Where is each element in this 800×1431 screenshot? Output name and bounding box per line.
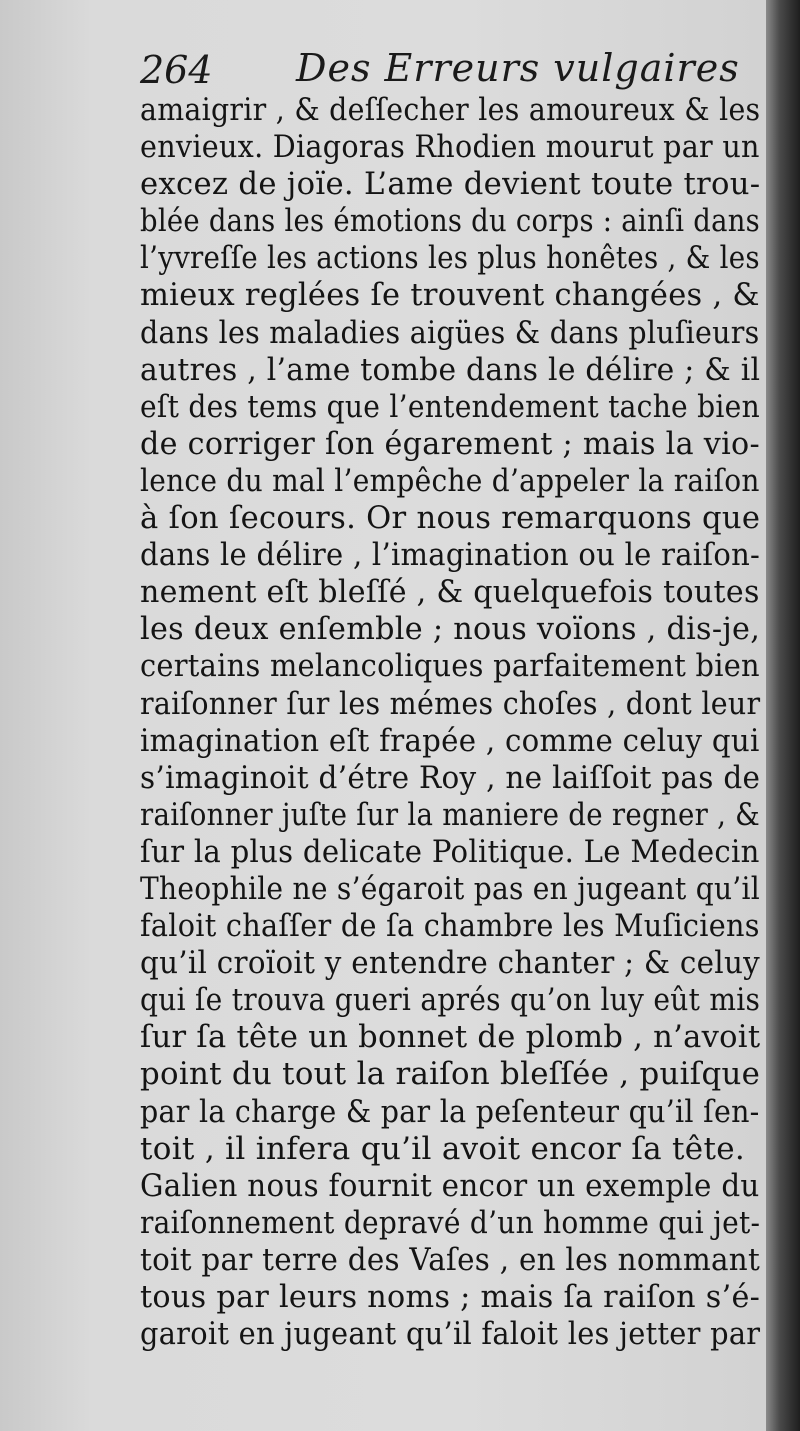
text-line: l’yvreſſe les actions les plus honêtes , & les (140, 240, 760, 277)
text-line: toit par terre des Vaſes , en les nommant (140, 1241, 761, 1278)
text-line: garoit en jugeant qu’il faloit les jetter par (140, 1316, 761, 1353)
book-spine-shadow (766, 0, 800, 1431)
text-line: qui ſe trouva gueri aprés qu’on luy eût mis (140, 982, 761, 1019)
text-line: s’imaginoit d’étre Roy , ne laiſſoit pas de (140, 759, 761, 796)
text-line: les deux enſemble ; nous voïons , dis-je, (140, 611, 761, 648)
text-line: ſur ſa tête un bonnet de plomb , n’avoit (140, 1019, 761, 1056)
text-line: toit , il infera qu’il avoit encor ſa tête. (140, 1130, 746, 1167)
text-line: ſur la plus delicate Politique. Le Medecin (140, 833, 760, 870)
text-line: dans le délire , l’imagination ou le raiſon- (140, 537, 761, 574)
text-line: nement eſt bleſſé , & quelquefois toutes (140, 574, 760, 611)
running-title: Des Erreurs vulgaires (296, 46, 740, 90)
text-line: Theophile ne s’égaroit pas en jugeant qu’il (140, 870, 760, 907)
text-line: eſt des tems que l’entendement tache bien (140, 388, 760, 425)
text-line: dans les maladies aigües & dans pluſieurs (140, 314, 760, 351)
text-line: tous par leurs noms ; mais ſa raiſon s’é- (140, 1279, 761, 1315)
text-line: blée dans les émotions du corps : ainſi dans (140, 203, 760, 240)
text-line: certains melancoliques parfaitement bien (140, 648, 760, 685)
text-line: autres , l’ame tombe dans le délire ; & il (140, 351, 761, 388)
text-line: raiſonner ſur les mémes choſes , dont leur (140, 685, 761, 722)
text-line: lence du mal l’empêche d’appeler la raiſon (140, 462, 760, 499)
text-line: point du tout la raiſon bleſſée , puiſque (140, 1056, 761, 1093)
body-text (140, 92, 760, 1353)
text-line: raiſonnement depravé d’un homme qui jet- (140, 1204, 761, 1241)
page-header (140, 40, 760, 96)
text-line: à ſon ſecours. Or nous remarquons que (140, 500, 761, 537)
text-line: mieux reglées ſe trouvent changées , & (140, 277, 760, 314)
text-line: imagination eſt frapée , comme celuy qui (140, 722, 760, 759)
text-line: de corriger ſon égarement ; mais la vio- (140, 425, 760, 462)
text-line: excez de joïe. L’ame devient toute trou- (140, 166, 761, 203)
text-line: faloit chaſſer de ſa chambre les Muſiciens (140, 908, 760, 945)
text-line: par la charge & par la peſenteur qu’il ſen- (140, 1093, 760, 1130)
page-number: 264 (140, 48, 213, 92)
text-line: envieux. Diagoras Rhodien mourut par un (140, 129, 760, 166)
text-line: amaigrir , & deſſecher les amoureux & les (140, 92, 761, 128)
text-line: Galien nous fournit encor un exemple du (140, 1167, 760, 1204)
text-line: qu’il croïoit y entendre chanter ; & celuy (140, 945, 761, 982)
text-line: raiſonner juſte ſur la maniere de regner , & (140, 796, 761, 833)
